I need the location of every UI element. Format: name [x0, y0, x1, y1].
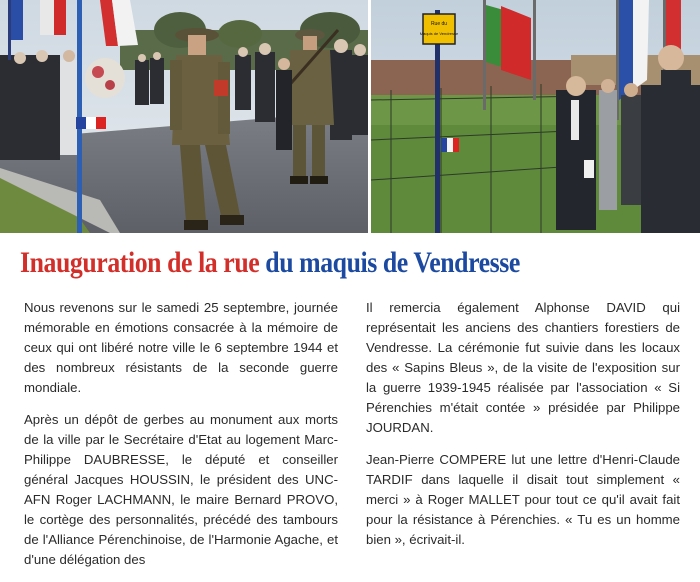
title-part-red: Inauguration de la rue: [20, 246, 266, 279]
paragraph: Après un dépôt de gerbes au monument aux morts de la ville par le Secrétaire d'Etat au logement Marc-Philippe DAUBRESSE, le député et conseiller général Jacques HOUSSIN, le président des UNC-AFN Roger LACHMANN, le maire Bernard PROVO, le cortège des personnalités, précédé des tambours de l'Alliance Pérenchinoise, de l'Harmonie Agache, et d'une délégation des: [24, 412, 338, 567]
paragraph: Nous revenons sur le samedi 25 septembre, journée mémorable en émotions consacrée à la mémoire de ceux qui ont libéré notre ville le 6 septembre 1944 et des nombreux résistants de la seconde guerre mondiale.: [24, 300, 338, 395]
photo-strip: [0, 0, 700, 233]
column-right: [366, 298, 680, 562]
photo-street-sign-ceremony: [371, 0, 700, 233]
title-part-blue: du maquis de Vendresse: [265, 246, 520, 279]
article-title: [20, 244, 596, 282]
photo-parade: [0, 0, 368, 233]
paragraph: Jean-Pierre COMPERE lut une lettre d'Henri-Claude TARDIF dans laquelle il disait tout simplement « merci » à Roger MALLET pour tout ce qu'il avait fait pour la résistance à Pérenchies. « Tu es un homme bien », écrivait-il.: [366, 452, 680, 547]
street-sign-line1: Rue du: [430, 21, 448, 27]
paragraph: Il remercia également Alphonse DAVID qui représentait les anciens des chantiers forestiers de Vendresse. La cérémonie fut suivie dans les locaux des « Sapins Bleus », de la visite de l'exposition sur la guerre 1939-1945 réalisée par l'association « Si Pérenchies m'était contée » présidée par Philippe JOURDAN.: [366, 300, 680, 435]
street-sign-line2: Maquis de Vendresse: [419, 31, 459, 36]
column-left: [24, 298, 338, 582]
